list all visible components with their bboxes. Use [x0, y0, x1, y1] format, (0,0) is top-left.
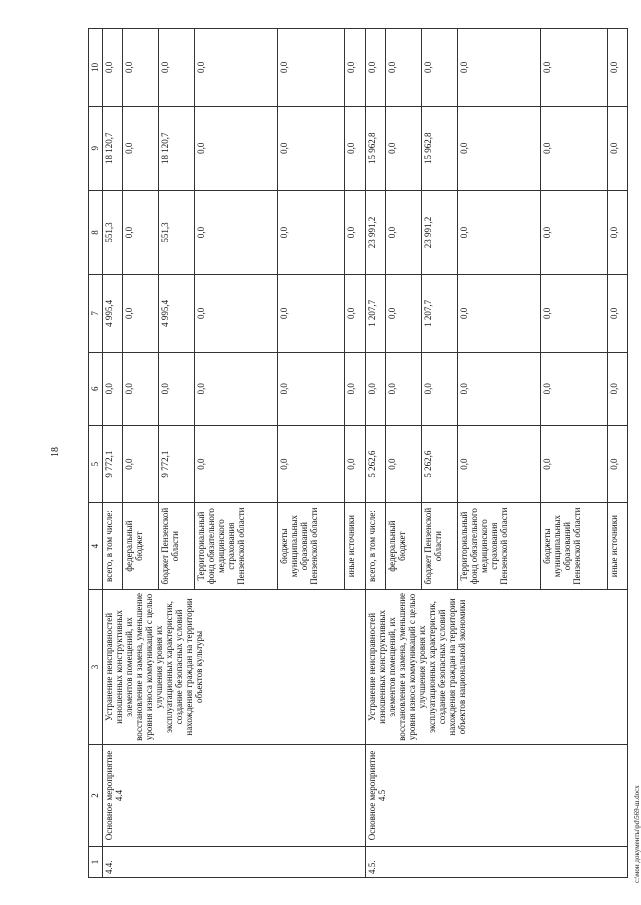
funding-source: иные источники — [607, 503, 627, 589]
value-cell: 0,0 — [540, 106, 607, 190]
table-row — [365, 29, 385, 878]
header-cell: 8 — [89, 190, 103, 274]
value-cell: 0,0 — [365, 352, 385, 425]
value-cell: 0,0 — [457, 275, 540, 353]
measure-description: Устранение неисправностей изношенных конструктивных элементов помещений, их восстановление и замена, уменьшение уровня износа коммуникаций с целью улучшения уровня их эксплуатационных характеристик, создание безопасных условий нахождения граждан на территории объектов национальной экономики — [365, 589, 628, 744]
value-cell: 0,0 — [345, 352, 365, 425]
value-cell: 0,0 — [195, 352, 278, 425]
value-cell: 0,0 — [385, 29, 421, 107]
funding-source: всего, в том числе: — [365, 503, 385, 589]
value-cell: 0,0 — [607, 275, 627, 353]
value-cell: 0,0 — [278, 190, 345, 274]
funding-source: бюджет Пензенской области — [159, 503, 195, 589]
footer-file-path: c:\мои документы\pd\569-ш.docx — [633, 785, 641, 883]
value-cell: 0,0 — [421, 29, 457, 107]
budget-table-wrapper — [88, 28, 628, 878]
funding-source: Территориальный фонд обязательного медицинского страхования Пензенской области — [195, 503, 278, 589]
funding-source: бюджет Пензенской области — [421, 503, 457, 589]
value-cell: 0,0 — [123, 352, 159, 425]
value-cell: 0,0 — [421, 352, 457, 425]
header-cell: 6 — [89, 352, 103, 425]
header-cell: 4 — [89, 503, 103, 589]
value-cell: 0,0 — [195, 190, 278, 274]
value-cell: 18 120,7 — [103, 106, 123, 190]
value-cell: 0,0 — [385, 106, 421, 190]
funding-source: бюджеты муниципальных образований Пензенской области — [540, 503, 607, 589]
measure-number: 4.5. — [365, 846, 628, 877]
value-cell: 23 991,2 — [365, 190, 385, 274]
value-cell: 551,3 — [159, 190, 195, 274]
value-cell: 0,0 — [123, 275, 159, 353]
value-cell: 15 962,8 — [365, 106, 385, 190]
value-cell: 551,3 — [103, 190, 123, 274]
value-cell: 0,0 — [457, 425, 540, 503]
value-cell: 0,0 — [385, 352, 421, 425]
value-cell: 15 962,8 — [421, 106, 457, 190]
measure-number: 4.4. — [103, 846, 366, 877]
value-cell: 0,0 — [278, 275, 345, 353]
value-cell: 0,0 — [123, 106, 159, 190]
value-cell: 18 120,7 — [159, 106, 195, 190]
value-cell: 0,0 — [278, 352, 345, 425]
value-cell: 0,0 — [365, 29, 385, 107]
header-cell: 7 — [89, 275, 103, 353]
measure-name: Основное мероприятие 4.4 — [103, 745, 366, 847]
value-cell: 0,0 — [540, 425, 607, 503]
value-cell: 0,0 — [540, 190, 607, 274]
page-number: 18 — [50, 447, 61, 457]
value-cell: 0,0 — [345, 425, 365, 503]
value-cell: 0,0 — [103, 29, 123, 107]
value-cell: 0,0 — [103, 352, 123, 425]
value-cell: 1 207,7 — [421, 275, 457, 353]
value-cell: 23 991,2 — [421, 190, 457, 274]
header-cell: 5 — [89, 425, 103, 503]
value-cell: 0,0 — [195, 425, 278, 503]
value-cell: 0,0 — [607, 106, 627, 190]
value-cell: 1 207,7 — [365, 275, 385, 353]
value-cell: 0,0 — [345, 29, 365, 107]
value-cell: 0,0 — [540, 352, 607, 425]
measure-description: Устранение неисправностей изношенных конструктивных элементов помещений, их восстановление и замена, уменьшение уровня износа коммуникаций с целью улучшения уровня их эксплуатационных характеристик, создание безопасных условий нахождения граждан на территории объектов культуры — [103, 589, 366, 744]
header-cell: 9 — [89, 106, 103, 190]
value-cell: 0,0 — [385, 190, 421, 274]
funding-source: федеральный бюджет — [385, 503, 421, 589]
value-cell: 0,0 — [345, 275, 365, 353]
value-cell: 9 772,1 — [159, 425, 195, 503]
header-cell: 10 — [89, 29, 103, 107]
value-cell: 5 262,6 — [365, 425, 385, 503]
value-cell: 9 772,1 — [103, 425, 123, 503]
value-cell: 0,0 — [607, 190, 627, 274]
value-cell: 0,0 — [195, 275, 278, 353]
funding-source: всего, в том числе: — [103, 503, 123, 589]
value-cell: 0,0 — [345, 190, 365, 274]
value-cell: 4 995,4 — [159, 275, 195, 353]
funding-source: федеральный бюджет — [123, 503, 159, 589]
value-cell: 0,0 — [457, 352, 540, 425]
value-cell: 0,0 — [385, 425, 421, 503]
value-cell: 0,0 — [159, 29, 195, 107]
header-row — [89, 29, 103, 878]
value-cell: 0,0 — [457, 190, 540, 274]
value-cell: 0,0 — [607, 29, 627, 107]
measure-name: Основное мероприятие 4.5 — [365, 745, 628, 847]
value-cell: 0,0 — [278, 29, 345, 107]
value-cell: 0,0 — [123, 190, 159, 274]
value-cell: 0,0 — [457, 29, 540, 107]
funding-source: Территориальный фонд обязательного медицинского страхования Пензенской области — [457, 503, 540, 589]
value-cell: 0,0 — [195, 106, 278, 190]
value-cell: 0,0 — [278, 106, 345, 190]
value-cell: 0,0 — [540, 275, 607, 353]
value-cell: 5 262,6 — [421, 425, 457, 503]
value-cell: 0,0 — [159, 352, 195, 425]
table-row — [103, 29, 123, 878]
funding-source: бюджеты муниципальных образований Пензенской области — [278, 503, 345, 589]
header-cell: 3 — [89, 589, 103, 744]
value-cell: 4 995,4 — [103, 275, 123, 353]
value-cell: 0,0 — [385, 275, 421, 353]
header-cell: 2 — [89, 745, 103, 847]
value-cell: 0,0 — [607, 352, 627, 425]
value-cell: 0,0 — [195, 29, 278, 107]
value-cell: 0,0 — [457, 106, 540, 190]
value-cell: 0,0 — [540, 29, 607, 107]
value-cell: 0,0 — [123, 425, 159, 503]
header-cell: 1 — [89, 846, 103, 877]
budget-table — [88, 28, 628, 878]
value-cell: 0,0 — [607, 425, 627, 503]
value-cell: 0,0 — [345, 106, 365, 190]
value-cell: 0,0 — [278, 425, 345, 503]
funding-source: иные источники — [345, 503, 365, 589]
value-cell: 0,0 — [123, 29, 159, 107]
